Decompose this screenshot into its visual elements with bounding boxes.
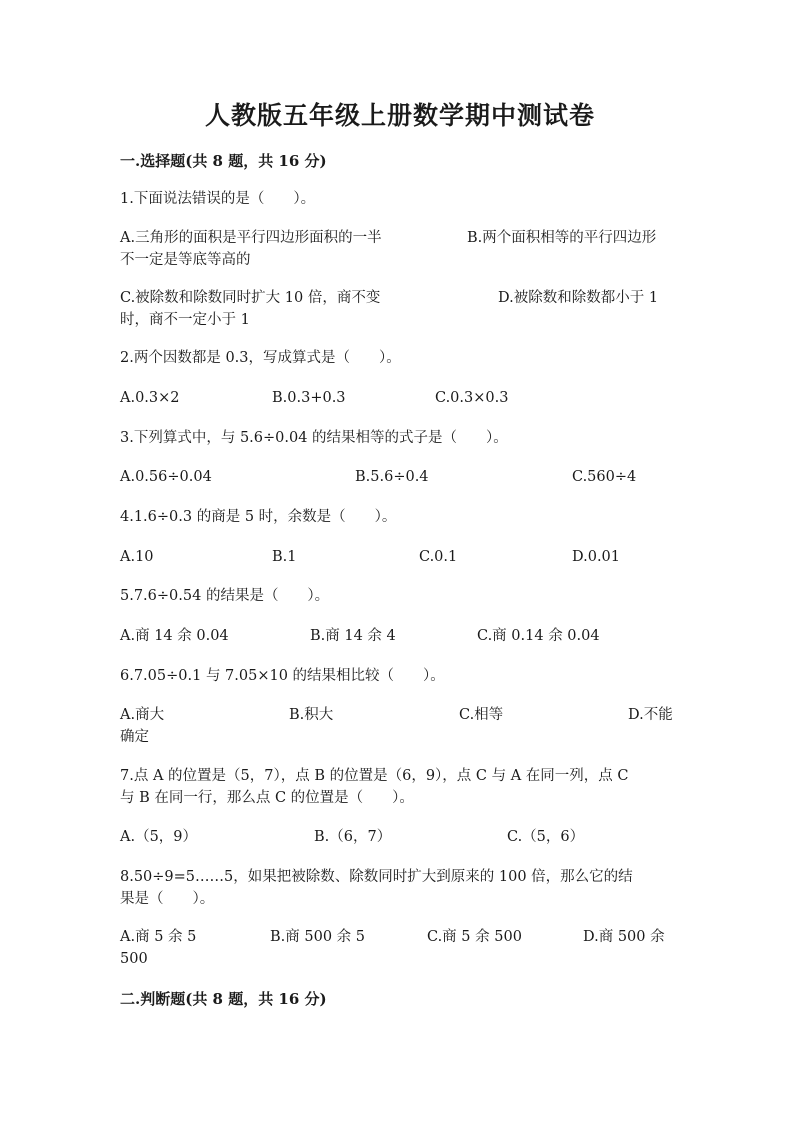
question-1-option-b-continued: 不一定是等底等高的 — [120, 252, 251, 268]
section-heading-choice: 一.选择题(共 8 题，共 16 分) — [120, 152, 327, 170]
question-1-option-a: A.三角形的面积是平行四边形面积的一半 — [120, 230, 382, 246]
question-1-option-b: B.两个面积相等的平行四边形 — [467, 230, 657, 246]
question-6-options — [120, 704, 680, 748]
question-7-option-a: A.（5，9） — [120, 829, 198, 845]
question-6-stem: 6.7.05÷0.1 与 7.05×10 的结果相比较（ ）。 — [120, 668, 445, 684]
question-1-option-d: D.被除数和除数都小于 1 — [498, 290, 659, 306]
question-6-option-d-continued: 确定 — [120, 729, 149, 745]
question-8-option-d-continued: 500 — [120, 951, 148, 967]
question-5-option-c: C.商 0.14 余 0.04 — [477, 628, 600, 644]
question-6-option-b: B.积大 — [289, 707, 334, 723]
question-4-stem: 4.1.6÷0.3 的商是 5 时，余数是（ ）。 — [120, 509, 397, 525]
question-1-stem: 1.下面说法错误的是（ ）。 — [120, 191, 316, 207]
question-4-options — [120, 546, 680, 568]
question-4-option-d: D.0.01 — [572, 549, 621, 565]
question-1-options-2 — [120, 287, 680, 331]
question-1-options — [120, 227, 680, 271]
question-3-option-c: C.560÷4 — [572, 469, 637, 485]
question-8-option-a: A.商 5 余 5 — [120, 929, 197, 945]
question-7-option-c: C.（5，6） — [507, 829, 585, 845]
question-8-stem-line-1: 8.50÷9=5……5，如果把被除数、除数同时扩大到原来的 100 倍，那么它的结 — [120, 869, 633, 885]
question-2-options — [120, 387, 680, 409]
question-8-stem-line-2: 果是（ ）。 — [120, 891, 215, 907]
question-2-stem: 2.两个因数都是 0.3，写成算式是（ ）。 — [120, 350, 401, 366]
question-3-stem: 3.下列算式中，与 5.6÷0.04 的结果相等的式子是（ ）。 — [120, 430, 508, 446]
question-4-option-c: C.0.1 — [419, 549, 458, 565]
question-8-options — [120, 926, 680, 970]
section-heading-judgment: 二.判断题(共 8 题，共 16 分) — [120, 990, 327, 1008]
page-title: 人教版五年级上册数学期中测试卷 — [204, 101, 595, 130]
question-5-option-b: B.商 14 余 4 — [310, 628, 396, 644]
question-7-stem-line-2: 与 B 在同一行，那么点 C 的位置是（ ）。 — [120, 790, 414, 806]
question-8-stem — [120, 866, 680, 910]
question-7-options — [120, 826, 680, 848]
question-8-option-c: C.商 5 余 500 — [427, 929, 522, 945]
question-7-stem-line-1: 7.点 A 的位置是（5，7），点 B 的位置是（6，9），点 C 与 A 在同一列，点 C — [120, 768, 629, 784]
question-1-option-c: C.被除数和除数同时扩大 10 倍，商不变 — [120, 290, 381, 306]
question-1-option-d-continued: 时，商不一定小于 1 — [120, 312, 250, 328]
question-3-option-a: A.0.56÷0.04 — [120, 469, 212, 485]
question-5-option-a: A.商 14 余 0.04 — [120, 628, 229, 644]
question-6-option-d: D.不能 — [628, 707, 673, 723]
question-2-option-c: C.0.3×0.3 — [435, 390, 509, 406]
question-3-options — [120, 466, 680, 488]
question-2-option-b: B.0.3+0.3 — [272, 390, 346, 406]
question-8-option-d: D.商 500 余 — [583, 929, 665, 945]
question-2-option-a: A.0.3×2 — [120, 390, 180, 406]
question-3-option-b: B.5.6÷0.4 — [355, 469, 429, 485]
question-8-option-b: B.商 500 余 5 — [270, 929, 365, 945]
question-5-options — [120, 625, 680, 647]
question-5-stem: 5.7.6÷0.54 的结果是（ ）。 — [120, 588, 330, 604]
question-6-option-a: A.商大 — [120, 707, 165, 723]
question-4-option-a: A.10 — [120, 549, 154, 565]
question-4-option-b: B.1 — [272, 549, 297, 565]
question-7-stem — [120, 765, 680, 809]
question-6-option-c: C.相等 — [459, 707, 504, 723]
question-7-option-b: B.（6，7） — [314, 829, 392, 845]
